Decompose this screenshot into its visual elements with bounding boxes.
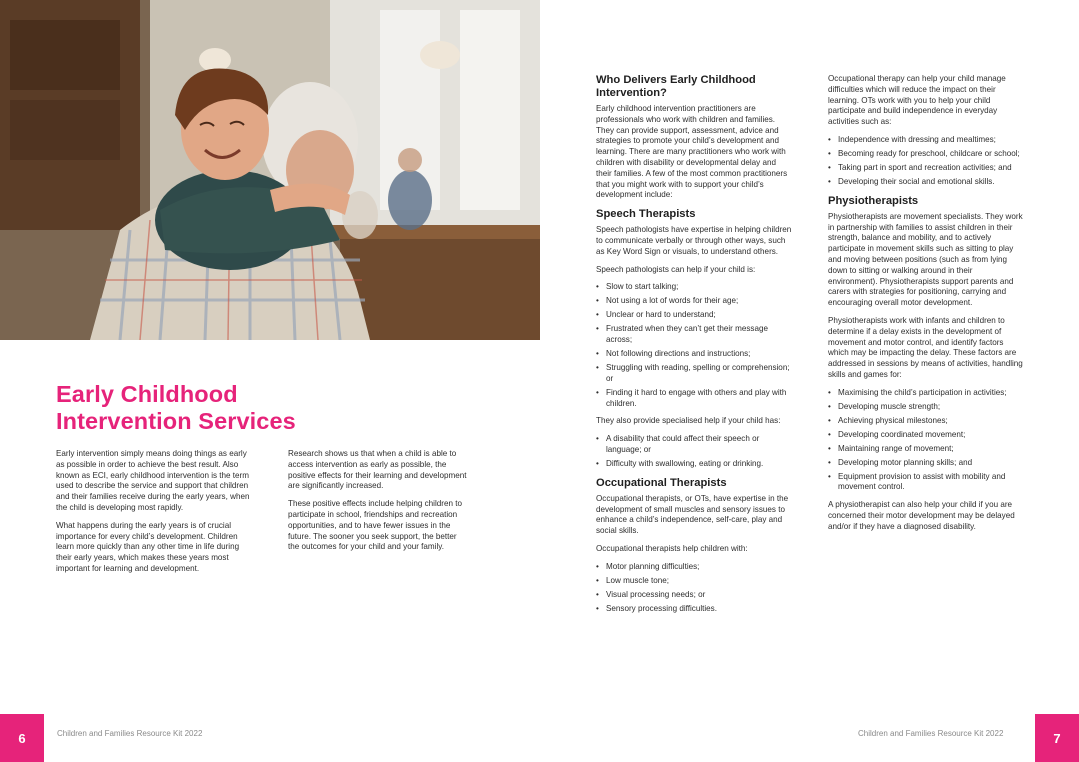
list-item: • Equipment provision to assist with mobility and movement control. [828, 472, 1024, 494]
occupational-therapists-heading: Occupational Therapists [596, 476, 727, 489]
paragraph: These positive effects include helping children to participate in school, friendships and recreation opportunities, and to have fewer issues in the future. The sooner you seek support, the better the outcomes for your child and your family. [288, 499, 462, 552]
page-number-7: 7 [1035, 714, 1079, 762]
speech-list [596, 282, 792, 409]
list-item: • Taking part in sport and recreation activities; and [828, 163, 1024, 174]
list-item: • Developing coordinated movement; [828, 430, 1024, 441]
page-title [56, 381, 296, 435]
speech-text: Speech pathologists have expertise in helping children to communicate verbally or through other ways, such as Key Word Sign or visuals, to understand others. [596, 225, 792, 256]
footer-text-right: Children and Families Resource Kit 2022 [858, 729, 1004, 738]
speech-special-intro: They also provide specialised help if your child has: [596, 416, 781, 426]
left-column-1 [56, 449, 250, 582]
title-line-1: Early Childhood [56, 381, 238, 407]
list-item: • Struggling with reading, spelling or comprehension; or [596, 363, 792, 385]
physio-text-3: A physiotherapist can also help your child if you are concerned their motor development may be delayed and/or if they have a diagnosed disability. [828, 500, 1015, 531]
paragraph: Early intervention simply means doing things as early as possible in order to achieve the best result. Also known as ECI, early childhood intervention is the term used to describe the service and support that children and their families receive during the early years, when the child is developing most rapidly. [56, 449, 250, 512]
ot-help-intro: Occupational therapists help children with: [596, 544, 748, 554]
paragraph: Research shows us that when a child is able to access intervention as early as possible, the positive effects for their learning and development are significantly increased. [288, 449, 467, 491]
physio-text-1: Physiotherapists are movement specialists. They work in partnership with families to assist children in their strength, balance and mobility, and to actively participate in movement skills such as sitting to play and moving between positions (such as from lying down to sitting or walking around in their environment). Physiotherapists support parents and carers with strategies for positioning, carrying and encouraging overall motor development. [828, 211, 1023, 308]
photo-illustration [0, 0, 540, 340]
right-column-2 [828, 74, 1024, 540]
footer-text-left: Children and Families Resource Kit 2022 [57, 729, 203, 738]
ot-list [596, 562, 792, 615]
list-item: • Slow to start talking; [596, 282, 792, 293]
paragraph: What happens during the early years is of crucial importance for every child’s development. Children learn more quickly than any other time in life during their early years, which makes these years most important for learning and development. [56, 520, 240, 573]
who-delivers-heading: Who Delivers Early Childhood Intervention? [596, 74, 756, 99]
list-item: • Developing motor planning skills; and [828, 458, 1024, 469]
right-page [540, 0, 1079, 762]
physio-text-2: Physiotherapists work with infants and children to determine if a delay exists in the development of movement and motor control, and identify factors which may be impacting the delay. These factors are addressed in sessions by means of activities, handling skills and games for: [828, 315, 1023, 379]
list-item: • Not using a lot of words for their age; [596, 296, 792, 307]
list-item: • Not following directions and instructions; [596, 349, 792, 360]
list-item: • Low muscle tone; [596, 576, 792, 587]
list-item: • Achieving physical milestones; [828, 416, 1024, 427]
title-line-2: Intervention Services [56, 408, 296, 434]
physio-list [828, 388, 1024, 494]
ot-more-text: Occupational therapy can help your child manage difficulties which will reduce the impact on their learning. OTs work with you to help your child participate and build independence in everyday activities such as: [828, 74, 1006, 127]
page-number-6: 6 [0, 714, 44, 762]
list-item: • Developing muscle strength; [828, 402, 1024, 413]
list-item: • Developing their social and emotional skills. [828, 177, 1024, 188]
list-item: • Independence with dressing and mealtimes; [828, 135, 1024, 146]
grandfather-hugging-child-photo [0, 0, 540, 340]
list-item: • Difficulty with swallowing, eating or drinking. [596, 459, 792, 470]
who-delivers-text: Early childhood intervention practitioners are professionals who work with children and families. They can provide support, assessment, advice and strategies to promote your child’s development and learning. There are many practitioners who work with children with disability or developmental delay and their families. A few of the most common practitioners that you might work with to support your child’s development include: [596, 104, 788, 200]
list-item: • Frustrated when they can’t get their message across; [596, 324, 792, 346]
physiotherapists-heading: Physiotherapists [828, 194, 919, 207]
speech-therapists-heading: Speech Therapists [596, 208, 696, 221]
list-item: • Motor planning difficulties; [596, 562, 792, 573]
right-column-1 [596, 74, 792, 622]
list-item: • Maintaining range of movement; [828, 444, 1024, 455]
list-item: • Visual processing needs; or [596, 590, 792, 601]
list-item: • Unclear or hard to understand; [596, 310, 792, 321]
list-item: • Finding it hard to engage with others and play with children. [596, 388, 792, 410]
list-item: • Becoming ready for preschool, childcare or school; [828, 149, 1024, 160]
speech-special-list [596, 434, 792, 470]
list-item: • Maximising the child’s participation in activities; [828, 388, 1024, 399]
list-item: • Sensory processing difficulties. [596, 604, 792, 615]
ot-text: Occupational therapists, or OTs, have expertise in the development of small muscles and sensory issues to enhance a child’s independence, self-care, play and social skills. [596, 493, 789, 536]
ot-more-list [828, 135, 1024, 188]
left-column-2 [288, 449, 470, 560]
speech-help-intro: Speech pathologists can help if your child is: [596, 264, 756, 274]
list-item: • A disability that could affect their speech or language; or [596, 434, 792, 456]
